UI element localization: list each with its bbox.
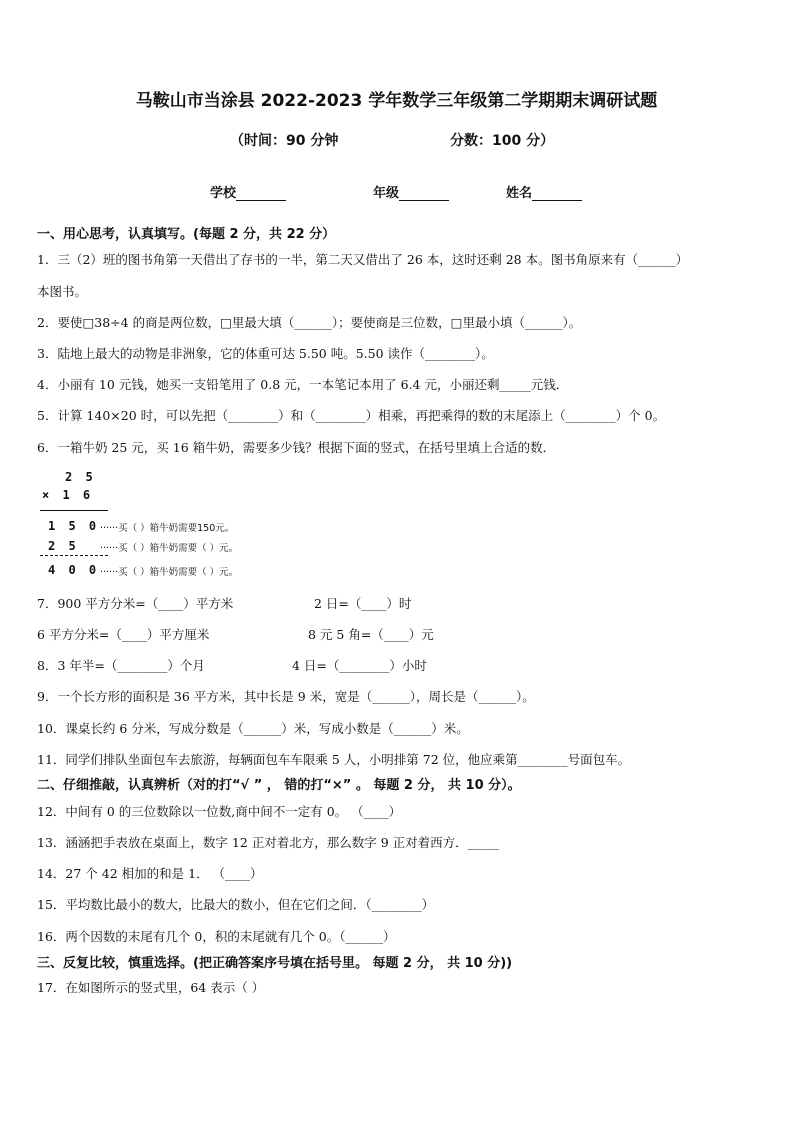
- question-5: 5．计算 140×20 时，可以先把（________）和（________）相乘，再把乘得的数的末尾添上（________）个 0。: [37, 408, 666, 423]
- partial-note-2: ······买（ ）箱牛奶需要（ ）元。: [100, 543, 239, 554]
- question-7b: 2 日=（____）时: [314, 596, 412, 611]
- time-limit: （时间：90 分钟: [230, 133, 339, 149]
- result-rule: [40, 510, 108, 511]
- grade-field: [373, 182, 449, 201]
- question-7d: 8 元 5 角=（____）元: [308, 627, 434, 642]
- partial-product-1: 1 5 0: [48, 519, 100, 533]
- final-product: 4 0 0: [48, 563, 100, 577]
- question-15: 15．平均数比最小的数大，比最大的数小，但在它们之间．（________）: [37, 897, 435, 912]
- vertical-multiplication: [40, 468, 340, 583]
- question-6: 6．一箱牛奶 25 元，买 16 箱牛奶，需要多少钱？根据下面的竖式，在括号里填上合适的数．: [37, 440, 556, 455]
- question-7c: 6 平方分米=（____）平方厘米: [37, 627, 210, 642]
- section3-heading: 三、反复比较，慎重选择。(把正确答案序号填在括号里。 每题 2 分， 共 10 分)): [37, 956, 513, 971]
- partial-note-3: ······买（ ）箱牛奶需要（ ）元。: [100, 567, 239, 578]
- school-field: [210, 182, 286, 201]
- section2-heading: 二、仔细推敲，认真辨析（对的打“√ ” ， 错的打“×” 。 每题 2 分， 共 10 分）。: [37, 778, 521, 793]
- section1-heading: 一、用心思考，认真填写。(每题 2 分，共 22 分）: [37, 227, 336, 242]
- question-3: 3．陆地上最大的动物是非洲象，它的体重可达 5.50 吨。5.50 读作（________）。: [37, 346, 494, 361]
- question-8a: 8．3 年半=（________）个月: [37, 658, 205, 673]
- question-1-cont: 本图书。: [37, 284, 88, 299]
- question-9: 9．一个长方形的面积是 36 平方米，其中长是 9 米，宽是（______），周长是（______）。: [37, 689, 535, 704]
- multiplicand: 2 5: [65, 470, 96, 484]
- question-17: 17．在如图所示的竖式里，64 表示（ ）: [37, 980, 265, 995]
- partial-product-2: 2 5: [48, 539, 79, 553]
- question-10: 10．课桌长约 6 分米，写成分数是（______）米，写成小数是（______）米。: [37, 721, 469, 736]
- question-7a: 7．900 平方分米=（____）平方米: [37, 596, 234, 611]
- question-14: 14．27 个 42 相加的和是 1． （____）: [37, 866, 263, 881]
- school-label: 学校: [210, 186, 237, 201]
- question-13: 13．涵涵把手表放在桌面上，数字 12 正对着北方，那么数字 9 正对着西方．_____: [37, 835, 499, 850]
- name-field: [506, 182, 582, 201]
- grade-label: 年级: [373, 186, 400, 201]
- sum-rule: [40, 555, 108, 556]
- question-16: 16．两个因数的末尾有几个 0，积的末尾就有几个 0。（______）: [37, 929, 396, 944]
- grade-blank: [399, 186, 449, 201]
- question-1: 1．三（2）班的图书角第一天借出了存书的一半，第二天又借出了 26 本，这时还剩 28 本。图书角原来有（______）: [37, 252, 689, 267]
- question-4: 4．小丽有 10 元钱，她买一支铅笔用了 0.8 元，一本笔记本用了 6.4 元，小丽还剩_____元钱．: [37, 377, 569, 392]
- name-blank: [532, 186, 582, 201]
- school-blank: [236, 186, 286, 201]
- question-12: 12．中间有 0 的三位数除以一位数,商中间不一定有 0。 （____）: [37, 804, 402, 819]
- question-2: 2．要使□38÷4 的商是两位数，□里最大填（______）；要使商是三位数，□里最小填（______）。: [37, 315, 582, 330]
- exam-title: 马鞍山市当涂县 2022-2023 学年数学三年级第二学期期末调研试题: [135, 91, 658, 111]
- partial-note-1: ······买（ ）箱牛奶需要150元。: [100, 523, 235, 534]
- question-8b: 4 日=（________）小时: [292, 658, 427, 673]
- total-score: 分数：100 分）: [450, 133, 555, 149]
- name-label: 姓名: [506, 186, 533, 201]
- question-11: 11．同学们排队坐面包车去旅游，每辆面包车车限乘 5 人，小明排第 72 位，他应乘第________号面包车。: [37, 752, 631, 767]
- multiplier: × 1 6: [42, 488, 94, 502]
